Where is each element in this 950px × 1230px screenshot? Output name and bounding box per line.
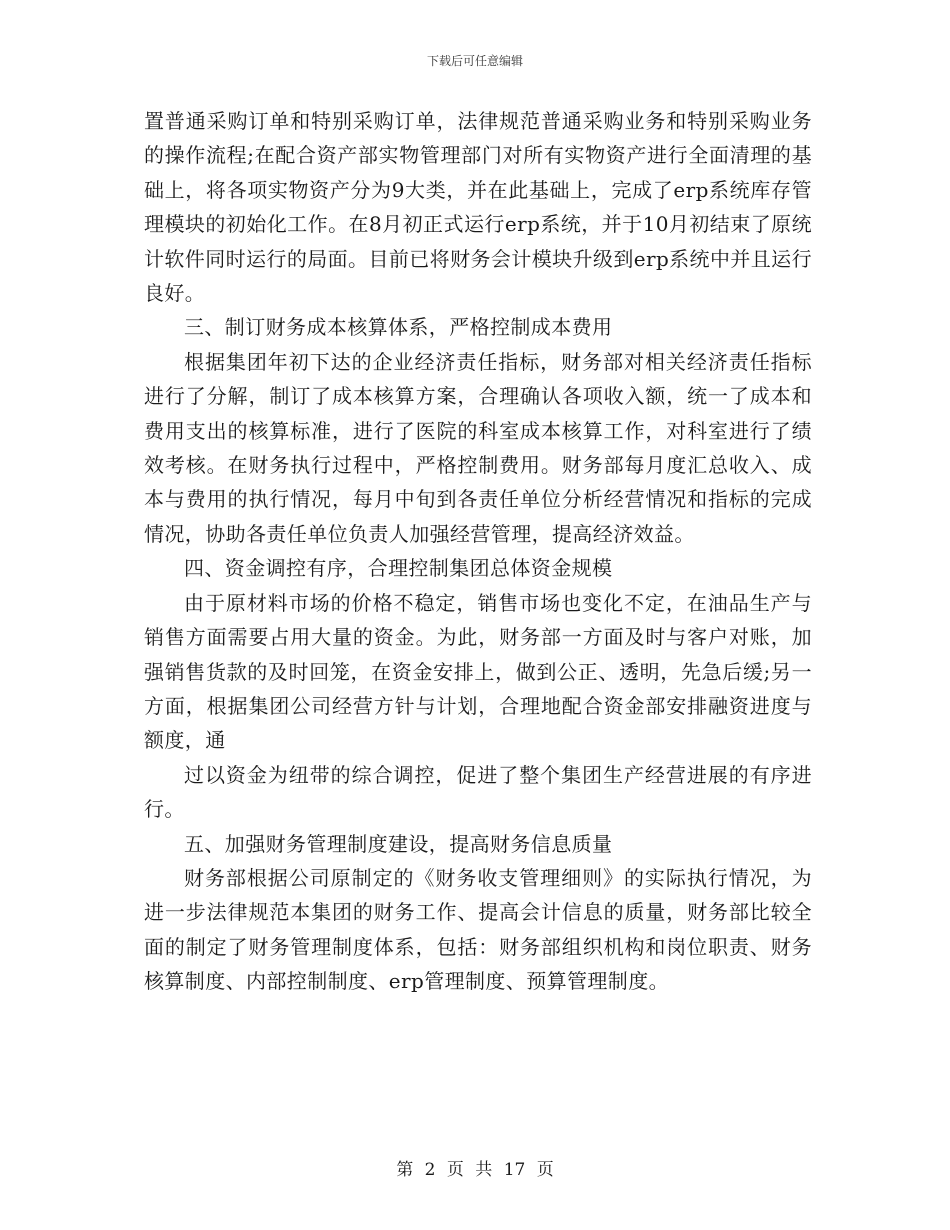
paragraph-fund-control: 由于原材料市场的价格不稳定，销售市场也变化不定，在油品生产与销售方面需要占用大量的资金。为此，财务部一方面及时与客户对账，加强销售货款的及时回笼，在资金安排上，做到公正、透明，先急后缓;另一方面，根据集团公司经营方针与计划，合理地配合资金部安排融资进度与额度，通 xyxy=(144,590,812,753)
paragraph-continuation: 置普通采购订单和特别采购订单，法律规范普通采购业务和特别采购业务的操作流程;在配合资产部实物管理部门对所有实物资产进行全面清理的基础上，将各项实物资产分为9大类，并在此基础上，完成了erp系统库存管理模块的初始化工作。在8月初正式运行erp系统，并于10月初结束了原统计软件同时运行的局面。目前已将财务会计模块升级到erp系统中并且运行良好。 xyxy=(144,109,812,306)
page-header-note: 下载后可任意编辑 xyxy=(426,54,523,68)
paragraph-fund-control-cont: 过以资金为纽带的综合调控，促进了整个集团生产经营进展的有序进行。 xyxy=(144,762,812,822)
section-heading-four: 四、资金调控有序，合理控制集团总体资金规模 xyxy=(184,556,613,581)
paragraph-management-system: 财务部根据公司原制定的《财务收支管理细则》的实际执行情况，为进一步法律规范本集团的财务工作、提高会计信息的质量，财务部比较全面的制定了财务管理制度体系，包括：财务部组织机构和岗位职责、财务核算制度、内部控制制度、erp管理制度、预算管理制度。 xyxy=(144,865,812,994)
section-heading-five: 五、加强财务管理制度建设，提高财务信息质量 xyxy=(184,831,613,856)
paragraph-cost-accounting: 根据集团年初下达的企业经济责任指标，财务部对相关经济责任指标进行了分解，制订了成本核算方案，合理确认各项收入额，统一了成本和费用支出的核算标准，进行了医院的科室成本核算工作，对科室进行了绩效考核。在财务执行过程中，严格控制费用。财务部每月度汇总收入、成本与费用的执行情况，每月中旬到各责任单位分析经营情况和指标的完成情况，协助各责任单位负责人加强经营管理，提高经济效益。 xyxy=(144,349,812,546)
section-heading-three: 三、制订财务成本核算体系，严格控制成本费用 xyxy=(184,315,613,340)
page-number: 第 2 页 共 17 页 xyxy=(396,1160,554,1180)
document-body xyxy=(144,104,812,999)
